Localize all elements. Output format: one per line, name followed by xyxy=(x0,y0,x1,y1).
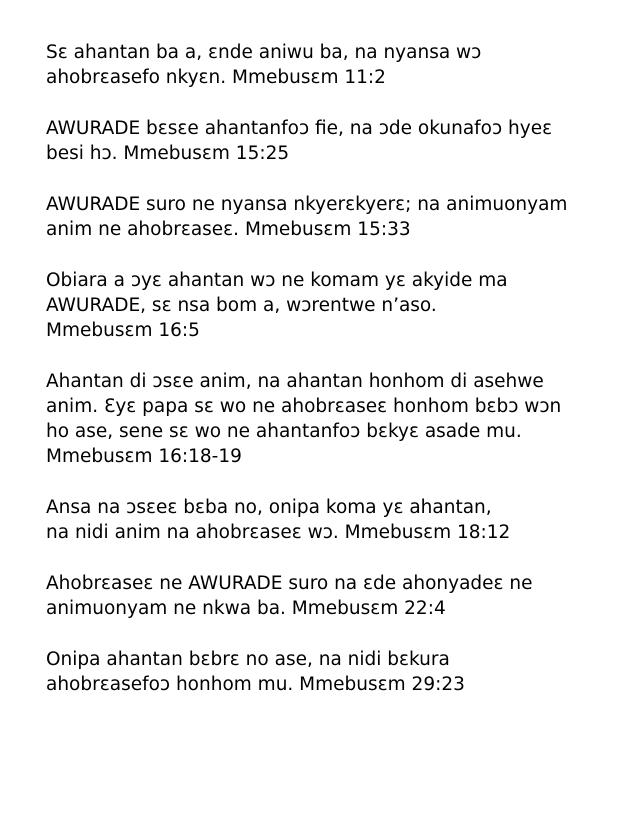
verse-paragraph: AWURADE bɛsɛe ahantanfoɔ fie, na ɔde okunafoɔ hyeɛ besi hɔ. Mmebusɛm 15:25 xyxy=(46,118,553,164)
verse-paragraph: Ansa na ɔsɛeɛ bɛba no, onipa koma yɛ ahantan, na nidi anim na ahobrɛaseɛ wɔ. Mmebusɛm 18:12 xyxy=(46,497,511,543)
verse-paragraph: AWURADE suro ne nyansa nkyerɛkyerɛ; na animuonyam anim ne ahobrɛaseɛ. Mmebusɛm 15:33 xyxy=(46,194,568,240)
verse-paragraph: Sɛ ahantan ba a, ɛnde aniwu ba, na nyansa wɔ ahobrɛasefo nkyɛn. Mmebusɛm 11:2 xyxy=(46,42,482,88)
document-page xyxy=(46,40,606,723)
verse-paragraph: Onipa ahantan bɛbrɛ no ase, na nidi bɛkura ahobrɛasefoɔ honhom mu. Mmebusɛm 29:23 xyxy=(46,649,465,695)
verse-paragraph: Ahantan di ɔsɛe anim, na ahantan honhom di asehwe anim. Ɛyɛ papa sɛ wo ne ahobrɛaseɛ honhom bɛbɔ wɔn ho ase, sene sɛ wo ne ahantanfoɔ bɛkyɛ asade mu. Mmebusɛm 16:18-19 xyxy=(46,371,562,467)
verse-paragraph: Ahobrɛaseɛ ne AWURADE suro na ɛde ahonyadeɛ ne animuonyam ne nkwa ba. Mmebusɛm 22:4 xyxy=(46,573,533,619)
verse-paragraph: Obiara a ɔyɛ ahantan wɔ ne komam yɛ akyide ma AWURADE, sɛ nsa bom a, wɔrentwe n’aso. Mmebusɛm 16:5 xyxy=(46,270,508,341)
